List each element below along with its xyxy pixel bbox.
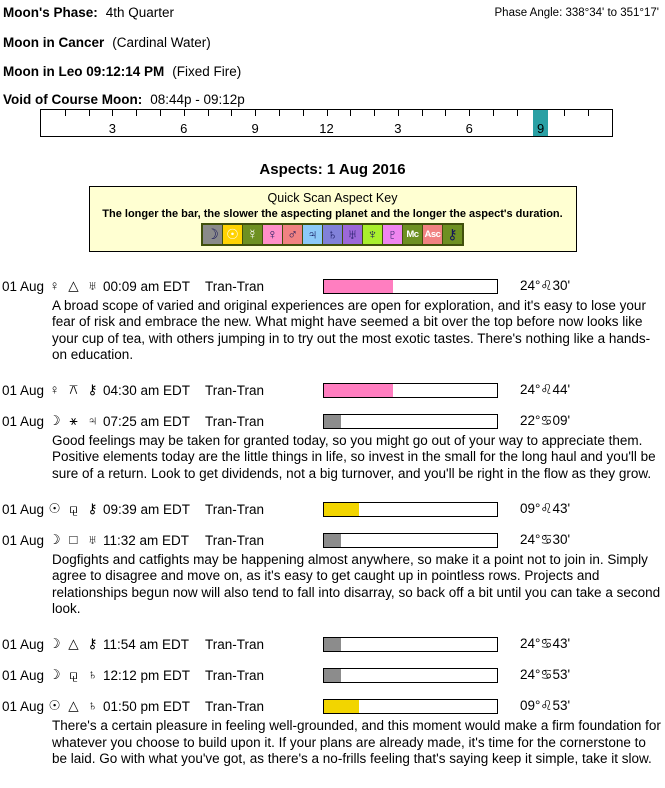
ruler-tick	[208, 110, 209, 116]
aspect-description: There's a certain pleasure in feeling well-grounded, and this moment would make a firm foundation for whatever you choose to build upon it. If your plans are already made, it's time for the cornerstone to be laid. Go with what you've got, as there's a no-frills feeling that's saying keep it simple, take it slow.	[52, 718, 661, 766]
duration-bar	[323, 502, 498, 517]
planet-pluto-key-icon: ♇	[382, 225, 402, 244]
ruler-tick	[255, 110, 256, 116]
aspect-row	[0, 530, 665, 550]
ruler-tick	[445, 110, 446, 116]
planet-uranus-icon: ♅	[87, 278, 98, 293]
ruler-tick	[564, 110, 565, 116]
aspect-type: Tran-Tran	[205, 501, 265, 517]
moon-in-sign-note: (Cardinal Water)	[112, 35, 211, 50]
aspect-row	[0, 665, 665, 685]
aspect-glyph-group	[45, 636, 103, 652]
aspect-glyph-group	[45, 667, 103, 683]
aspect-type: Tran-Tran	[205, 636, 265, 652]
aspect-date: 01 Aug	[2, 532, 45, 548]
aspect-time: 04:30 am EDT	[103, 382, 191, 398]
duration-bar	[323, 533, 498, 548]
duration-bar-fill	[324, 384, 393, 397]
aspect-position: 24°♋53'	[520, 667, 571, 683]
ruler-tick	[160, 110, 161, 116]
planet-chiron-icon: ⚷	[87, 382, 98, 398]
ruler-hour-label: 3	[108, 121, 116, 136]
void-of-course-value: 08:44p - 09:12p	[150, 92, 245, 107]
aspect-key-subtitle: The longer the bar, the slower the aspecting planet and the longer the aspect's duration.	[102, 208, 563, 220]
ruler-hour-label: 3	[394, 121, 402, 136]
planet-chiron-icon: ⚷	[87, 636, 98, 652]
ruler-tick	[422, 110, 423, 116]
ruler-tick	[469, 110, 470, 116]
aspect-date: 01 Aug	[2, 413, 45, 429]
ruler-tick	[350, 110, 351, 116]
aspect-glyph-group	[45, 382, 103, 398]
duration-bar	[323, 383, 498, 398]
aspect-row	[0, 411, 665, 431]
aspect-type: Tran-Tran	[205, 382, 265, 398]
aspect-date: 01 Aug	[2, 501, 45, 517]
duration-bar-fill	[324, 669, 341, 682]
moon-next-sign-note: (Fixed Fire)	[172, 64, 242, 79]
aspect-date: 01 Aug	[2, 667, 45, 683]
aspect-sesquiquadrate-icon: ⚼	[68, 667, 79, 683]
aspect-position: 24°♌30'	[520, 278, 571, 293]
moon-in-sign-line	[3, 35, 665, 50]
ruler-tick	[65, 110, 66, 116]
aspect-item	[0, 696, 665, 767]
ruler-hour-label: 12	[319, 121, 334, 136]
aspect-time: 11:32 am EDT	[103, 532, 190, 548]
planet-jupiter-key-icon: ♃	[302, 225, 322, 244]
aspect-position: 09°♌53'	[520, 698, 571, 714]
aspect-date: 01 Aug	[2, 382, 45, 398]
aspect-item	[0, 665, 665, 685]
aspect-description: A broad scope of varied and original experiences are open for exploration, and it's easy to lose your fear of risk and embrace the new. What might have seemed a bit over the top before now looks like your cup of tea, with others jumping in to try out the most exotic tastes. There's nothing like a hands-on education.	[52, 298, 651, 362]
aspect-trine-icon: △	[68, 278, 79, 293]
void-of-course-label: Void of Course Moon:	[3, 92, 143, 107]
aspect-quincunx-icon: ⚻	[69, 382, 78, 398]
ruler-tick	[112, 110, 113, 116]
planet-venus-icon: ♀	[49, 278, 60, 293]
duration-bar-fill	[324, 700, 359, 713]
ruler-tick	[517, 110, 518, 116]
aspect-sextile-icon: ⚹	[69, 413, 78, 429]
ruler-tick	[303, 110, 304, 116]
planet-ascendant-key-icon: Asc	[422, 225, 442, 244]
aspect-date: 01 Aug	[2, 636, 45, 652]
aspect-item	[0, 530, 665, 617]
planet-mars-key-icon: ♂	[282, 225, 302, 244]
duration-bar-fill	[324, 280, 393, 293]
aspect-sesquiquadrate-icon: ⚼	[68, 501, 79, 517]
aspect-item	[0, 276, 665, 363]
planet-uranus-icon: ♅	[87, 532, 98, 548]
planet-venus-key-icon: ♀	[262, 225, 282, 244]
planet-saturn-icon: ♄	[87, 667, 98, 683]
duration-bar-fill	[324, 534, 341, 547]
duration-bar-fill	[324, 503, 359, 516]
planet-uranus-key-icon: ♅	[342, 225, 362, 244]
duration-bar-fill	[324, 638, 341, 651]
aspect-trine-icon: △	[68, 636, 79, 652]
planet-neptune-key-icon: ♆	[362, 225, 382, 244]
aspect-time: 07:25 am EDT	[103, 413, 191, 429]
moon-in-sign-label: Moon in Cancer	[3, 35, 105, 50]
hour-ruler	[40, 109, 613, 137]
ruler-tick	[89, 110, 90, 116]
moons-phase-label: Moon's Phase:	[3, 5, 98, 20]
duration-bar	[323, 414, 498, 429]
aspect-position: 24°♋30'	[520, 532, 571, 548]
aspect-type: Tran-Tran	[205, 698, 265, 714]
ruler-hour-label: 9	[251, 121, 259, 136]
moon-next-sign-label: Moon in Leo 09:12:14 PM	[3, 64, 165, 79]
aspect-description: Dogfights and catfights may be happening almost anywhere, so make it a point not to join in. Simply agree to disagree and move on, as it's easy to get caught up in pointless rows. Projects and relationships begun now will also tend to fall into disarray, so back off a bit until you can take a second look.	[52, 552, 661, 616]
ruler-hour-label: 6	[180, 121, 188, 136]
planet-moon-icon: ☽	[48, 532, 61, 548]
ruler-tick	[493, 110, 494, 116]
aspects-list	[0, 276, 665, 767]
aspect-position: 22°♋09'	[520, 413, 571, 429]
ruler-hour-label: 6	[465, 121, 473, 136]
aspect-glyph-group	[45, 278, 103, 294]
ruler-tick	[231, 110, 232, 116]
moon-phase-line	[3, 0, 665, 20]
ruler-tick	[279, 110, 280, 116]
planet-jupiter-icon: ♃	[87, 413, 98, 429]
planet-moon-icon: ☽	[48, 413, 61, 429]
planet-moon-key-icon: ☽	[203, 225, 222, 244]
aspect-position: 09°♌43'	[520, 501, 571, 517]
aspect-position: 24°♋43'	[520, 636, 571, 652]
planet-moon-icon: ☽	[48, 667, 61, 683]
aspect-item	[0, 634, 665, 654]
aspect-time: 12:12 pm EDT	[103, 667, 191, 683]
aspect-glyph-group	[45, 501, 103, 517]
aspect-time: 00:09 am EDT	[103, 278, 191, 294]
ruler-tick	[374, 110, 375, 116]
planet-mercury-key-icon: ☿	[242, 225, 262, 244]
ruler-hour-label: 9	[537, 121, 545, 136]
aspect-time: 01:50 pm EDT	[103, 698, 191, 714]
aspect-item	[0, 499, 665, 519]
planet-key-strip	[201, 223, 464, 246]
planet-midheaven-key-icon: Mc	[402, 225, 422, 244]
aspect-glyph-group	[45, 413, 103, 429]
planet-sun-key-icon: ☉	[222, 225, 242, 244]
moon-next-sign-line	[3, 64, 665, 79]
planet-sun-icon: ☉	[48, 698, 61, 714]
aspect-type: Tran-Tran	[205, 413, 265, 429]
ruler-tick	[327, 110, 328, 116]
planet-moon-icon: ☽	[48, 636, 61, 652]
duration-bar	[323, 279, 498, 294]
aspect-date: 01 Aug	[2, 698, 45, 714]
aspect-square-icon: □	[69, 532, 78, 548]
aspect-time: 11:54 am EDT	[103, 636, 190, 652]
aspect-row	[0, 696, 665, 716]
aspect-row	[0, 499, 665, 519]
phase-angle: Phase Angle: 338°34' to 351°17'	[494, 7, 659, 19]
aspect-item	[0, 411, 665, 482]
aspect-description: Good feelings may be taken for granted today, so you might go out of your way to appreciate them. Positive elements today are the little things in life, so invest in the small for the long haul and you'll be sure of a return. Look to get dividends, not a big turnover, and you'll be right in the flow as they grow.	[52, 433, 656, 481]
aspect-type: Tran-Tran	[205, 278, 265, 294]
aspect-row	[0, 276, 665, 296]
ruler-tick	[588, 110, 589, 116]
ruler-tick	[398, 110, 399, 116]
aspect-key-box	[89, 186, 577, 252]
aspects-title: Aspects: 1 Aug 2016	[259, 161, 406, 178]
duration-bar-fill	[324, 415, 341, 428]
planet-saturn-key-icon: ♄	[322, 225, 342, 244]
aspect-glyph-group	[45, 532, 103, 548]
ruler-tick	[184, 110, 185, 116]
aspect-position: 24°♌44'	[520, 382, 571, 398]
aspect-type: Tran-Tran	[205, 667, 265, 683]
planet-chiron-key-icon: ⚷	[442, 225, 462, 244]
aspect-row	[0, 380, 665, 400]
aspect-trine-icon: △	[68, 698, 79, 714]
aspect-date: 01 Aug	[2, 278, 45, 294]
aspect-time: 09:39 am EDT	[103, 501, 191, 517]
aspect-item	[0, 380, 665, 400]
moons-phase-value: 4th Quarter	[105, 5, 175, 20]
planet-venus-icon: ♀	[49, 382, 60, 398]
duration-bar	[323, 637, 498, 652]
aspect-key-title: Quick Scan Aspect Key	[267, 191, 398, 205]
aspect-glyph-group	[45, 698, 103, 714]
planet-sun-icon: ☉	[48, 501, 61, 517]
aspect-type: Tran-Tran	[205, 532, 265, 548]
planet-saturn-icon: ♄	[87, 698, 98, 714]
duration-bar	[323, 699, 498, 714]
aspect-row	[0, 634, 665, 654]
duration-bar	[323, 668, 498, 683]
ruler-tick	[136, 110, 137, 116]
void-of-course-line	[3, 92, 665, 107]
planet-chiron-icon: ⚷	[87, 501, 98, 517]
